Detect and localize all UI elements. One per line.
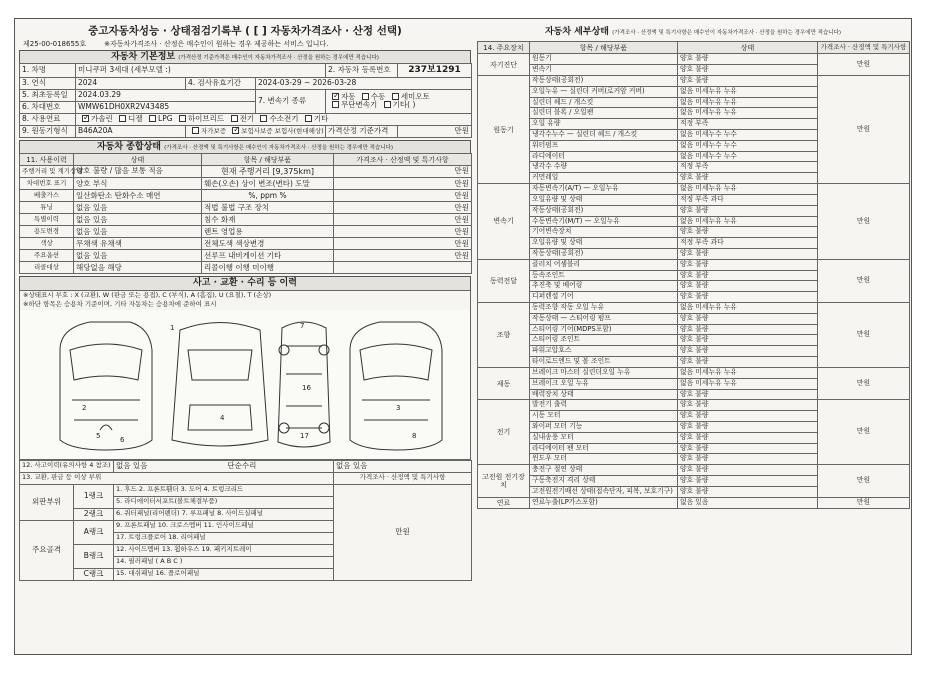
checkbox[interactable]: [362, 93, 369, 100]
document-number: 제25-00-018655호: [23, 40, 87, 49]
detail-item: 라디에이터: [530, 151, 678, 162]
detail-item: 수동변속기(M/T) — 오일누유: [530, 216, 678, 227]
diagram-label-2: 2: [82, 403, 87, 412]
accident-history-header: 사고 · 교환 · 수리 등 이력: [19, 276, 471, 289]
checkbox[interactable]: [392, 93, 399, 100]
accident-notes: ※상태표시 부호 : X (교환), W (판금 또는 용접), C (부식), A (흠집), U (요철), T (손상) ※하단 항목은 승용차 기준이며, 기타 자동차는 승용차에 준하여 표시: [19, 290, 471, 310]
detail-state: 양호 불량: [678, 389, 818, 400]
detail-state: 없음 미세누유 누유: [678, 86, 818, 97]
detail-price: 만원: [818, 497, 910, 508]
detail-state: 없음 미세누유 누유: [678, 303, 818, 314]
detail-item: 실린더 헤드 / 개스킷: [530, 97, 678, 108]
detail-item: 오일 유량: [530, 119, 678, 130]
detail-state: 없음 미세누유 누유: [678, 367, 818, 378]
detail-item: 윈도우 모터: [530, 454, 678, 465]
detail-item: 동력조향 작동 오일 누유: [530, 303, 678, 314]
diagram-label-4: 4: [220, 413, 225, 422]
detail-group-label: 변속기: [478, 184, 530, 260]
detail-item: 디퍼렌셜 기어: [530, 292, 678, 303]
diagram-label-17: 17: [300, 431, 309, 440]
detail-item: 스티어링 기어(MDPS포함): [530, 324, 678, 335]
checkbox[interactable]: [192, 127, 199, 134]
detail-state: 양호 불량: [678, 465, 818, 476]
detail-price: 만원: [818, 465, 910, 497]
detail-state: 없음 미세누수 누수: [678, 140, 818, 151]
detail-item: 실내송풍 모터: [530, 432, 678, 443]
diagram-label-8: 8: [412, 431, 417, 440]
detail-item: 작동상태(공회전): [530, 75, 678, 86]
detail-state: 양호 불량: [678, 270, 818, 281]
detail-item: 작동상태(공회전): [530, 248, 678, 259]
detail-item: 연료누출(LP가스포함): [530, 497, 678, 508]
detail-item: 원동기: [530, 54, 678, 65]
detail-price: 만원: [818, 184, 910, 260]
detail-state: 없음 미세누유 누유: [678, 216, 818, 227]
detail-item: 브레이크 오일 누유: [530, 378, 678, 389]
detail-state: 양호 불량: [678, 411, 818, 422]
detail-state: 양호 불량: [678, 75, 818, 86]
detail-item: 와이퍼 모터 기능: [530, 421, 678, 432]
detail-item: 기어변속장치: [530, 227, 678, 238]
detail-state: 양호 불량: [678, 421, 818, 432]
detail-price: 만원: [818, 367, 910, 399]
detail-state: 적정 부족 과다: [678, 238, 818, 249]
detail-item: 커먼레일: [530, 173, 678, 184]
checkbox[interactable]: [305, 115, 312, 122]
car-outline-diagram: [20, 310, 470, 458]
detail-state: 양호 불량: [678, 205, 818, 216]
detail-row: [478, 259, 910, 270]
detail-item: 변속기: [530, 65, 678, 76]
accident-table: 12. 사고이력(유의사항 4 참조) 없음 있음 단순수리 없음 있음 13. 교환, 판금 등 이상 부위 가격조사 · 산정액 및 특기사항 외판부위 1랭크 1. 후드 2. 프론트휀더 3. 도어 4. 트렁크리드 만원 5. 라디에이터서포트(볼트체결부품) 2랭크 6. 쿼터패널(리어펜더) 7. 루프패널 8. 사이드실패널 주요골격 A랭크 9. 프론트패널 10. 크로스멤버 11. 인사이드패널 17. 트렁크플로어 18. 리어패널 B랭크 12. 사이드멤버 13. 휠하우스 19. 패키지트레이 14. 필러패널 ( A B C ) C랭크 15. 대쉬패널 16. 플로어패널: [19, 460, 472, 581]
detail-row: [478, 367, 910, 378]
detail-state: 적정 부족: [678, 119, 818, 130]
detail-price: 만원: [818, 303, 910, 368]
detail-group-label: 원동기: [478, 75, 530, 183]
warranty-options: 자가보증 ✓ 보험사보증 보험사(현대해상): [186, 125, 326, 137]
detail-item: 브레이크 마스터 실린더오일 누유: [530, 367, 678, 378]
detail-state: 양호 불량: [678, 454, 818, 465]
basic-info-header: 자동차 기본정보 (가격산정 기준가격은 매수인이 자동차가격조사 · 산정을 원하는 경우에만 적습니다): [19, 50, 471, 63]
detail-state: 양호 불량: [678, 173, 818, 184]
detail-group-label: 자기진단: [478, 54, 530, 76]
detail-row: [478, 465, 910, 476]
detail-item: 오일유량 및 상태: [530, 238, 678, 249]
detail-item: 클러치 어셈블리: [530, 259, 678, 270]
detail-price: 만원: [818, 400, 910, 465]
detail-state: 없음 미세누유 누유: [678, 184, 818, 195]
detail-group-label: 고전원 전기장치: [478, 465, 530, 497]
checkbox[interactable]: [82, 115, 89, 122]
inspection-record-sheet: [14, 18, 912, 655]
detail-state: 양호 불량: [678, 292, 818, 303]
detail-state: 양호 불량: [678, 281, 818, 292]
checkbox[interactable]: [260, 115, 267, 122]
detail-status-table: 14. 주요장치 항목 / 해당부품 상태 가격조사 · 산정액 및 특기사항 자기진단 원동기 양호 불량 만원 변속기 양호 불량 원동기 작동상태(공회전) 양호 불량 만원 오일누유 — 실린더 커버(로커암 커버) 없음 미세누유 누유 실린더 헤드 / 개스킷 없음 미세누유 누유 실린더 블록 / 오일팬 없음 미세누유 누유 오일 유량 적정 부족 냉각수누수 — 실린더 헤드 / 개스킷 없음 미세누수 누수 워터펌프 없음 미세누수 누수 라디에이터 없음 미세누수 누수 냉각수 수량 적정 부족 커먼레일 양호 불량 변속기 자동변속기(A/T) — 오일누유 없음 미세누유 누유 만원 오일유량 및 상태 적정 부족 과다 작동상태(공회전) 양호 불량 수동변속기(M/T) — 오일누유 없음 미세누유 누유 기어변속장치 양호 불량 오일유량 및 상태 적정 부족 과다 작동상태(공회전) 양호 불량 동력전달 클러치 어셈블리 양호 불량 만원 등속조인트 양호 불량 추진축 및 베어링 양호 불량 디퍼렌셜 기어 양호 불량 조향 동력조향 작동 오일 누유 없음 미세누유 누유 만원 작동상태 — 스티어링 펌프 양호 불량 스티어링 기어(MDPS포함) 양호 불량 스티어링 조인트 양호 불량 파워고압호스 양호 불량 타이로드엔드 및 볼 조인트 양호 불량 제동 브레이크 마스터 실린더오일 누유 없음 미세누유 누유 만원 브레이크 오일 누유 없음 미세누유 누유 배력장치 상태 양호 불량 전기 발전기 출력 양호 불량 만원 시동 모터 양호 불량 와이퍼 모터 기능 양호 불량 실내송풍 모터 양호 불량 라디에이터 팬 모터 양호 불량 윈도우 모터 양호 불량 고전원 전기장치 충전구 절연 상태 양호 불량 만원 구동축전지 격리 상태 양호 불량 고전원전기배선 상태(접속단자, 피복, 보호기구) 양호 불량 연료 연료누출(LP가스포함) 없음 있음 만원: [477, 41, 910, 508]
detail-state: 양호 불량: [678, 324, 818, 335]
detail-group-label: 제동: [478, 367, 530, 399]
detail-state: 양호 불량: [678, 346, 818, 357]
detail-state: 양호 불량: [678, 259, 818, 270]
detail-state: 양호 불량: [678, 335, 818, 346]
detail-row: [478, 54, 910, 65]
detail-state: 양호 불량: [678, 54, 818, 65]
document-title: 중고자동차성능 · 상태점검기록부 ( [ ] 자동차가격조사 · 산정 선택): [88, 25, 402, 37]
detail-item: 타이로드엔드 및 볼 조인트: [530, 357, 678, 368]
detail-item: 작동상태 — 스티어링 펌프: [530, 313, 678, 324]
detail-item: 라디에이터 팬 모터: [530, 443, 678, 454]
checkbox[interactable]: [332, 101, 339, 108]
diagram-label-7: 7: [300, 321, 305, 330]
checkbox[interactable]: [149, 115, 156, 122]
checkbox[interactable]: [332, 93, 339, 100]
detail-item: 오일누유 — 실린더 커버(로커암 커버): [530, 86, 678, 97]
detail-row: [478, 75, 910, 86]
detail-state: 없음 있음: [678, 497, 818, 508]
detail-item: 등속조인트: [530, 270, 678, 281]
detail-state: 양호 불량: [678, 443, 818, 454]
detail-state: 적정 부족 과다: [678, 194, 818, 205]
detail-group-label: 동력전달: [478, 259, 530, 302]
detail-item: 스티어링 조인트: [530, 335, 678, 346]
detail-item: 오일유량 및 상태: [530, 194, 678, 205]
checkbox[interactable]: [232, 127, 239, 134]
detail-state: 양호 불량: [678, 357, 818, 368]
detail-group-label: 연료: [478, 497, 530, 508]
detail-group-label: 전기: [478, 400, 530, 465]
checkbox[interactable]: [119, 115, 126, 122]
detail-item: 워터펌프: [530, 140, 678, 151]
vin: WMW61DH0XR2V43485: [76, 101, 256, 113]
diagram-label-1: 1: [170, 323, 175, 332]
detail-state: 양호 불량: [678, 476, 818, 487]
detail-state: 없음 미세누유 누유: [678, 378, 818, 389]
service-notice: ※자동차가격조사 · 산정은 매수인이 원하는 경우 제공하는 서비스 입니다.: [104, 40, 329, 49]
fuel-options: ✓ 가솔린 디젤 LPG 하이브리드 전기 수소전기 기타: [76, 113, 472, 125]
detail-item: 냉각수 수량: [530, 162, 678, 173]
detail-state: 양호 불량: [678, 227, 818, 238]
transmission-options: ✓ 자동 수동 세미오토 무단변속기 기타( ): [326, 89, 472, 113]
detail-state: 양호 불량: [678, 313, 818, 324]
detail-state: 양호 불량: [678, 248, 818, 259]
registration-number: 237보1291: [398, 64, 472, 77]
detail-state: 양호 불량: [678, 400, 818, 411]
detail-state: 없음 미세누유 누유: [678, 108, 818, 119]
checkbox[interactable]: [179, 115, 186, 122]
detail-state: 없음 미세누유 누유: [678, 97, 818, 108]
detail-status-header: 자동차 세부상태 (가격조사 · 산정액 및 특기사항은 매수인이 자동차가격조사 · 산정을 원하는 경우에만 적습니다): [477, 23, 909, 41]
detail-item: 구동축전지 격리 상태: [530, 476, 678, 487]
detail-item: 추진축 및 베어링: [530, 281, 678, 292]
detail-item: 파워고압호스: [530, 346, 678, 357]
detail-row: [478, 184, 910, 195]
detail-state: 양호 불량: [678, 486, 818, 497]
detail-item: 시동 모터: [530, 411, 678, 422]
basic-info-table: 1. 차명 미니쿠퍼 3세대 (세부모델 :) 2. 자동차 등록번호 237보1291 3. 연식 2024 4. 검사유효기간 2024-03-29 ~ 2026-03-28 5. 최초등록일 2024.03.29 7. 변속기 종류 ✓ 자동 수동 세미오토 무단변속기 기타( ) 6. 차대번호 WMW61DH0XR2V43485 8. 사용연료 ✓ 가솔린 디젤 LPG 하이브리드 전기 수소전기 기타 9. 원동기형식 B46A20A 자가보증 ✓ 보험사보증 보험사(현대해상) 가격산정 기준가격 만원: [19, 63, 472, 137]
detail-row: [478, 497, 910, 508]
detail-item: 실린더 블록 / 오일팬: [530, 108, 678, 119]
detail-state: 적정 부족: [678, 162, 818, 173]
detail-price: 만원: [818, 259, 910, 302]
detail-group-label: 조향: [478, 303, 530, 368]
diagram-label-5: 5: [96, 431, 101, 440]
detail-row: [478, 400, 910, 411]
diagram-label-3: 3: [396, 403, 401, 412]
detail-item: 발전기 출력: [530, 400, 678, 411]
checkbox[interactable]: [384, 101, 391, 108]
vehicle-diagram: [19, 310, 471, 460]
left-column: [19, 23, 471, 651]
detail-state: 없음 미세누수 누수: [678, 151, 818, 162]
diagram-label-16: 16: [302, 383, 311, 392]
diagram-label-6: 6: [120, 435, 125, 444]
detail-item: 작동상태(공회전): [530, 205, 678, 216]
overall-status-table: 11. 사용이력 상태 항목 / 해당부품 가격조사 · 산정액 및 특기사항 주행거리 및 계기상태 양호 불량 / 많음 보통 적음 현재 주행거리 [9,375km] 만원 차대번호 표기 양호 부식 훼손(오손) 상이 변조(변타) 도말 만원 배출가스 일산화탄소 탄화수소 매연 %, ppm % 만원 튜닝 없음 있음 적법 불법 구조 장치 만원 특별이력 없음 있음 침수 화재 만원 용도변경 없음 있음 렌트 영업용 만원 색상 무채색 유채색 전체도색 색상변경 만원 주요옵션 없음 있음 선루프 내비게이션 기타 만원 리콜대상 해당없음 해당 리콜이행 이행 미이행: [19, 153, 472, 274]
detail-state: 양호 불량: [678, 432, 818, 443]
detail-item: 냉각수누수 — 실린더 헤드 / 개스킷: [530, 130, 678, 141]
doc-subheader: [23, 40, 471, 48]
overall-status-header: 자동차 종합상태 (가격조사 · 산정액 및 특기사항은 매수인이 자동차가격조사 · 산정을 원하는 경우에만 적습니다): [19, 140, 471, 153]
detail-state: 양호 불량: [678, 65, 818, 76]
detail-item: 고전원전기배선 상태(접속단자, 피복, 보호기구): [530, 486, 678, 497]
right-column: [477, 23, 909, 651]
detail-price: 만원: [818, 54, 910, 76]
detail-item: 충전구 절연 상태: [530, 465, 678, 476]
detail-row: [478, 303, 910, 314]
detail-item: 배력장치 상태: [530, 389, 678, 400]
detail-price: 만원: [818, 75, 910, 183]
detail-item: 자동변속기(A/T) — 오일누유: [530, 184, 678, 195]
detail-state: 없음 미세누수 누수: [678, 130, 818, 141]
checkbox[interactable]: [231, 115, 238, 122]
